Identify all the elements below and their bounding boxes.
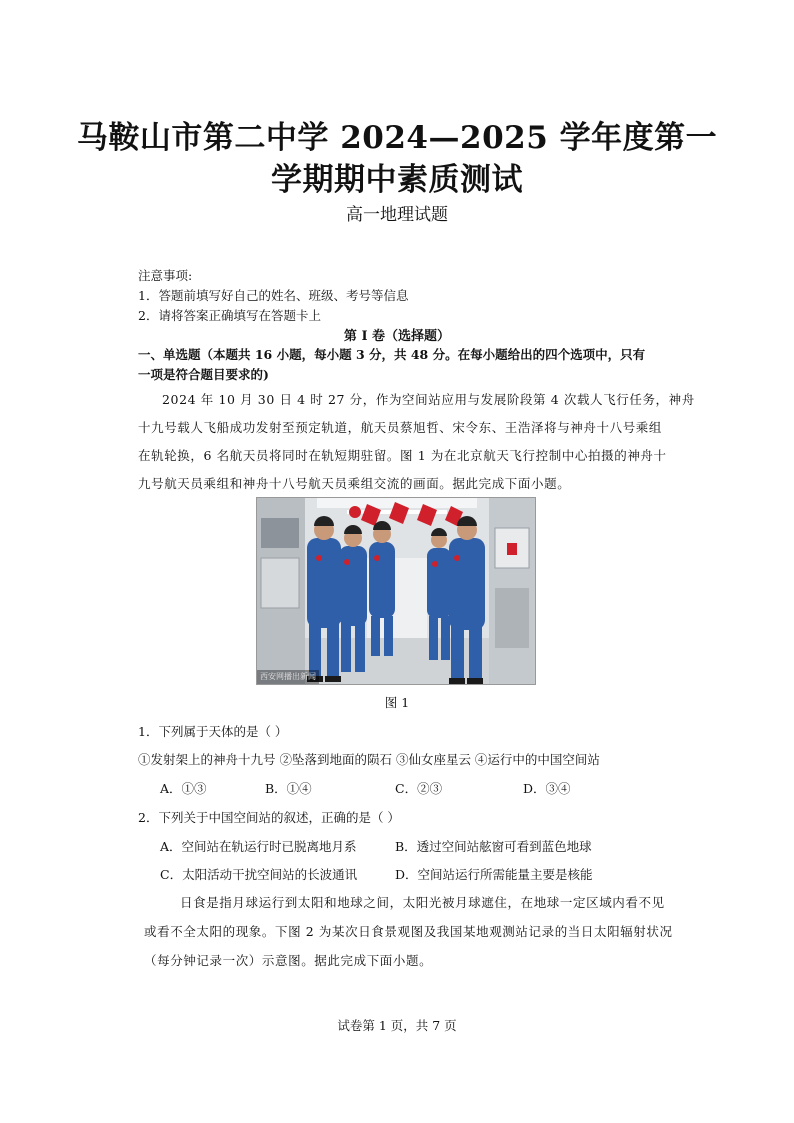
- exam-title-line2: 学期期中素质测试: [271, 162, 523, 198]
- question1-option-b[interactable]: B．①④: [265, 781, 312, 796]
- question1-option-d[interactable]: D．③④: [523, 781, 571, 796]
- question1-option-c[interactable]: C．②③: [395, 781, 443, 796]
- photo-watermark: 西安网播出新闻: [260, 672, 316, 681]
- passage2-line2: 或看不全太阳的现象。下图 2 为某次日食景观图及我国某地观测站记录的当日太阳辐射状况: [144, 924, 673, 939]
- section-instruction-line2: 一项是符合题目要求的): [138, 367, 269, 382]
- section-instruction-line1: 一、单选题（本题共 16 小题，每小题 3 分，共 48 分。在每小题给出的四个选项中，只有: [138, 347, 646, 362]
- figure1-caption: 图 1: [384, 695, 410, 710]
- question2-option-b[interactable]: B．透过空间站舷窗可看到蓝色地球: [395, 839, 592, 854]
- notice-heading: 注意事项:: [138, 268, 193, 283]
- astronauts-photo: [256, 497, 536, 685]
- passage1-line3: 在轨轮换，6 名航天员将同时在轨短期驻留。图 1 为在北京航天飞行控制中心拍摄的神舟十: [138, 448, 667, 463]
- question2-option-c[interactable]: C．太阳活动干扰空间站的长波通讯: [160, 867, 358, 882]
- passage1-line1: 2024 年 10 月 30 日 4 时 27 分，作为空间站应用与发展阶段第 4 次载人飞行任务，神舟: [162, 392, 695, 407]
- question1-items: ①发射架上的神舟十九号 ②坠落到地面的陨石 ③仙女座星云 ④运行中的中国空间站: [138, 752, 600, 767]
- passage1-line2: 十九号载人飞船成功发射至预定轨道，航天员蔡旭哲、宋令东、王浩泽将与神舟十八号乘组: [138, 420, 663, 435]
- exam-title-line1: 马鞍山市第二中学 2024—2025 学年度第一: [76, 120, 718, 156]
- passage2-line3: （每分钟记录一次）示意图。据此完成下面小题。: [144, 953, 433, 968]
- section-title: 第 I 卷（选择题）: [343, 329, 451, 344]
- question1-stem: 1．下列属于天体的是（ ）: [138, 724, 288, 739]
- exam-subtitle: 高一地理试题: [346, 205, 448, 225]
- notice-item-1: 1．答题前填写好自己的姓名、班级、考号等信息: [138, 288, 409, 303]
- passage1-line4: 九号航天员乘组和神舟十八号航天员乘组交流的画面。据此完成下面小题。: [138, 476, 571, 491]
- question2-stem: 2．下列关于中国空间站的叙述，正确的是（ ）: [138, 810, 400, 825]
- notice-item-2: 2．请将答案正确填写在答题卡上: [138, 308, 321, 323]
- question2-option-a[interactable]: A．空间站在轨运行时已脱离地月系: [160, 839, 357, 854]
- question2-option-d[interactable]: D．空间站运行所需能量主要是核能: [395, 867, 593, 882]
- page-footer: 试卷第 1 页，共 7 页: [337, 1018, 457, 1033]
- passage2-line1: 日食是指月球运行到太阳和地球之间，太阳光被月球遮住，在地球一定区域内看不见: [180, 895, 665, 910]
- question1-option-a[interactable]: A．①③: [160, 781, 207, 796]
